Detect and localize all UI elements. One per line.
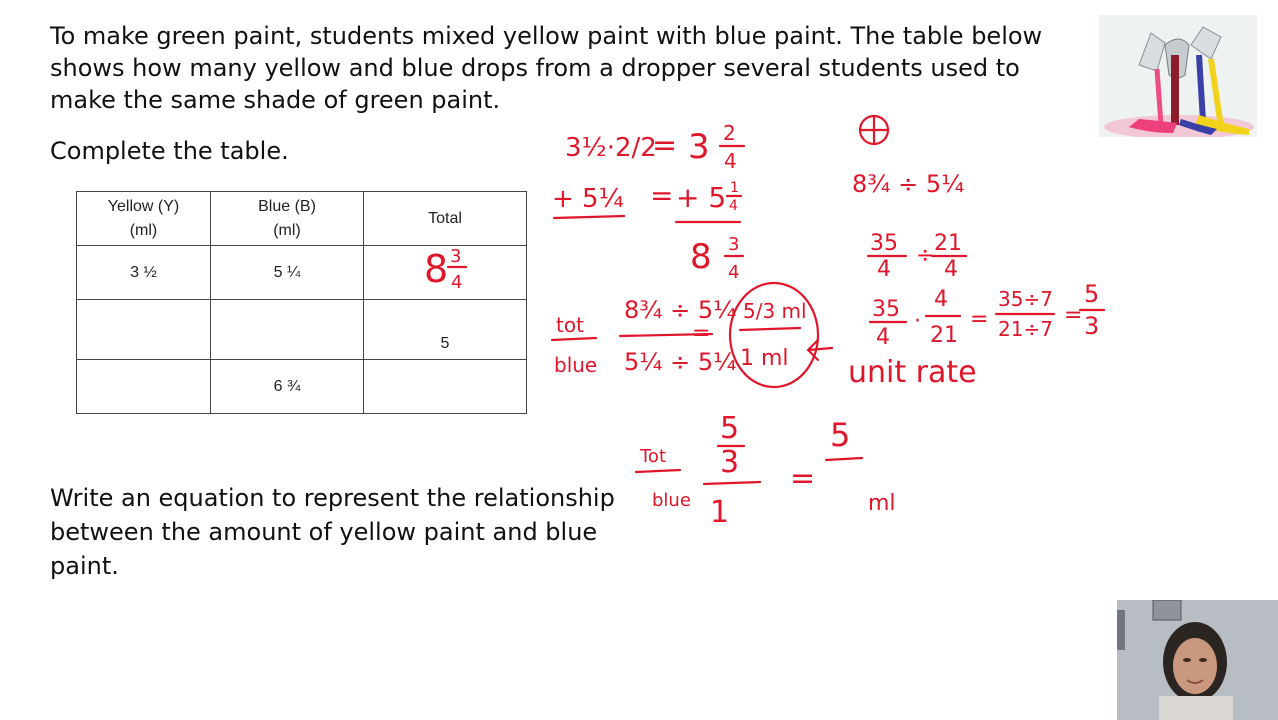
ink-total-cell-den: 4 (451, 272, 463, 293)
ink-circled-top: 5/3 ml (743, 299, 807, 323)
ink-unit-rate: unit rate (848, 355, 977, 390)
ink-ratio-label-top: tot (556, 313, 584, 337)
ink-mult-den1: 4 (876, 325, 890, 350)
table-cell[interactable] (77, 300, 211, 360)
table-cell[interactable] (211, 300, 364, 360)
table-cell[interactable]: 5 ¼ (211, 246, 364, 300)
ink-total-cell-num: 3 (450, 246, 462, 267)
ink-line1-num: 2 (723, 121, 736, 145)
ink-line1-whole: 3 (688, 127, 710, 167)
ink-line2-num: 1 (730, 180, 739, 196)
intro-line-3: make the same shade of green paint. (50, 86, 501, 114)
ink-frac-div: ÷ (916, 243, 935, 268)
ink-frac-den1: 4 (877, 257, 891, 282)
table-cell[interactable]: 5 (364, 300, 527, 360)
table-cell[interactable]: 6 ¾ (211, 360, 364, 414)
paint-table (76, 191, 527, 414)
ink-eq-sign: = (790, 461, 816, 496)
ink-ratio-eq: = (692, 321, 711, 346)
ink-line2-den: 4 (729, 198, 738, 214)
ink-line1-eq: = (652, 128, 678, 163)
ink-circled-bottom: 1 ml (740, 346, 789, 371)
ink-circle (730, 283, 818, 387)
ink-ratio-num: 8¾ ÷ 5¼ (624, 296, 737, 324)
ink-eq-left-den: 1 (710, 495, 730, 530)
table-cell[interactable] (364, 360, 527, 414)
ink-mult-num3: 35÷7 (998, 287, 1053, 311)
ink-mult-den3: 21÷7 (998, 317, 1053, 341)
ink-line2-eq: = (650, 179, 674, 212)
table-cell[interactable]: 3 ½ (77, 246, 211, 300)
ink-line1-left: 3½·2/2 (565, 133, 657, 163)
ink-ratio-den: 5¼ ÷ 5¼ (624, 348, 737, 376)
ink-line1-den: 4 (724, 149, 737, 173)
ink-globe-doodle (860, 116, 888, 144)
ink-mult-den4: 3 (1084, 312, 1100, 340)
ink-mult-den2: 21 (930, 323, 958, 348)
ink-total-cell: 8 (424, 247, 449, 291)
equation-line-3: paint. (50, 552, 119, 580)
intro-line-2: shows how many yellow and blue drops from a dropper several students used to (50, 54, 1020, 82)
table-cell[interactable] (77, 360, 211, 414)
ink-frac-num1: 35 (870, 231, 898, 256)
ink-frac-den2: 4 (944, 257, 958, 282)
table-header-row (77, 192, 527, 246)
header-yellow (77, 192, 211, 246)
ink-mult-eq2: = (1064, 303, 1083, 328)
ink-mult-num2: 4 (934, 287, 948, 312)
header-blue (211, 192, 364, 246)
ink-eq-right-den: ml (868, 491, 896, 516)
equation-line-1: Write an equation to represent the relationship (50, 484, 615, 512)
paint-pour-image (1099, 15, 1257, 137)
ink-line3-den: 4 (728, 262, 740, 283)
table-row (77, 360, 527, 414)
ink-mult-num4: 5 (1084, 280, 1100, 308)
ink-eq-label-bottom: blue (652, 490, 691, 511)
table-row (77, 300, 527, 360)
instruction-text: Complete the table. (50, 137, 289, 165)
ink-ratio-label-bottom: blue (554, 353, 598, 377)
header-yellow-label: Yellow (Y) (107, 197, 180, 215)
presenter-webcam (1117, 600, 1278, 720)
equation-question (50, 481, 650, 583)
header-total-label: Total (428, 209, 462, 227)
header-total (364, 192, 527, 246)
ink-mult-num1: 35 (872, 297, 900, 322)
ink-line3-whole: 8 (690, 237, 712, 277)
header-yellow-unit: (ml) (129, 221, 158, 239)
header-blue-label: Blue (B) (258, 197, 316, 215)
ink-line2-left: + 5¼ (552, 184, 624, 214)
ink-div-expr: 8¾ ÷ 5¼ (852, 170, 965, 198)
ink-eq-label-top: Tot (640, 446, 667, 467)
problem-intro (50, 20, 1080, 116)
ink-mult-dot: · (914, 309, 921, 334)
ink-frac-num2: 21 (934, 231, 962, 256)
ink-eq-left-num-bottom: 3 (720, 445, 740, 480)
intro-line-1: To make green paint, students mixed yellow paint with blue paint. The table below (50, 22, 1043, 50)
ink-eq-right-num: 5 (830, 416, 851, 454)
table-row (77, 246, 527, 300)
ink-line2-right: + 5 (676, 181, 727, 214)
ink-mult-eq1: = (970, 307, 989, 332)
equation-line-2: between the amount of yellow paint and blue (50, 518, 598, 546)
ink-eq-left-num-top: 5 (720, 411, 740, 446)
ink-line3-num: 3 (728, 234, 740, 255)
header-blue-unit: (ml) (273, 221, 301, 239)
table-cell[interactable] (364, 246, 527, 300)
